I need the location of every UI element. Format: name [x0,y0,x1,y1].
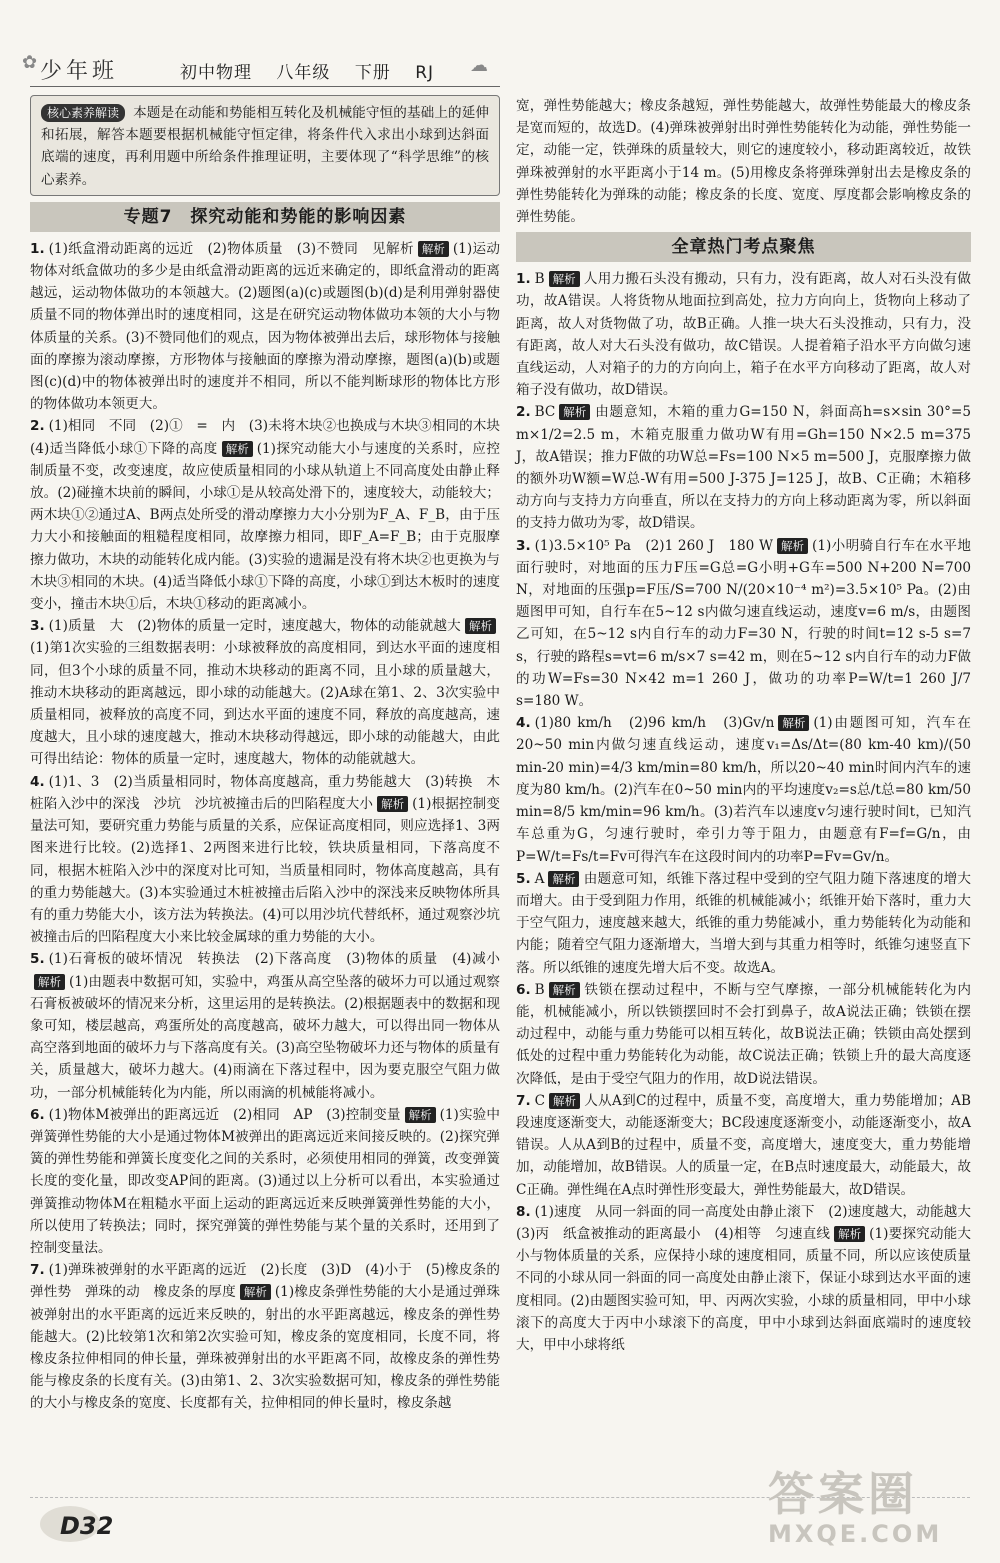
analysis-text: 由题意可知，纸锥下落过程中受到的空气阻力随下落速度的增大而增大。由于受到阻力作用，纸锥的机械能减小；纸锥开始下落时，重力大于空气阻力，速度越来越大，纸锥的重力势能减小，重力势能转化为动能和内能；随着空气阻力逐渐增大，当增大到与其重力相等时，纸锥匀速竖直下落。所以纸锥的速度先增大后不变。故选A。 [516,870,971,976]
left-column [30,95,514,1415]
analysis-badge: 解析 [405,1107,436,1123]
answer-item [516,1090,971,1201]
answer-number: 7. [30,1262,45,1279]
answer-text: (1)3.5×10⁵ Pa (2)1 260 J 180 W [534,537,774,554]
answer-item [30,415,514,615]
continued-answer-text: 宽，弹性势能越大；橡皮条越短，弹性势能越大，故弹性势能最大的橡皮条是宽而短的，故选D。(4)弹珠被弹射出时弹性势能转化为动能，弹性势能一定，动能一定，铁弹珠的质量较大，则它的速度较小，移动距离较近，故铁弹珠被弹射的水平距离小于14 m。(5)用橡皮条将弹珠弹射出去是橡皮条的弹性势能转化为弹珠的动能；橡皮条的长度、宽度、厚度都会影响橡皮条的弹性势能。 [516,98,971,226]
core-literacy-box [30,95,500,196]
analysis-text: 人用力搬石头没有搬动，只有力，没有距离，故人对石头没有做功，故A错误。人将货物从地面拉到高处，拉力方向向上，货物向上移动了距离，故人对货物做了功，故B正确。人推一块大石头没推动，只有力，没有距离，故人对大石头没有做功，故C错误。人提着箱子沿水平方向做匀速直线运动，人对箱子的力的方向向上，箱子在水平方向移动了距离，故人对箱子没有做功，故D错误。 [516,271,971,399]
answer-number: 2. [516,404,531,421]
analysis-badge: 解析 [834,1226,865,1242]
decorative-ghost-icon: ☁ [470,55,488,76]
analysis-text: (1)根据控制变量法可知，要研究重力势能与质量的关系，应保证高度相同，则应选择1、3两图来进行比较。(2)选择1、2两图来进行比较，铁块质量相同，下落高度不同，根据木桩陷入沙中的深度对比可知，当质量相同时，物体高度越高，具有的重力势能越大。(3)本实验通过木桩被撞击后陷入沙中的深浅来反映物体所具有的重力势能大小，该方法为转换法。(4)可以用沙坑代替纸杯，通过观察沙坑被撞击后的凹陷程度大小来比较金属球的重力势能的大小。 [30,795,501,946]
answer-text: B [534,981,545,998]
analysis-badge: 解析 [418,241,449,257]
answer-text: BC [534,404,556,421]
analysis-text: (1)小明骑自行车在水平地面行驶时，对地面的压力F压=G总=G小明+G车=500 N+200 N=700 N，对地面的压强p=F压/S=700 N/(20×10⁻⁴ m²)=3.5×10⁵ Pa。(2)由题图甲可知，自行车在5~12 s内做匀速直线运动，速度v=6 m/s，由题图乙可知，在5~12 s内自行车的动力F=30 N，行驶的时间t=12 s-5 s=7 s，行驶的路程s=vt=6 m/s×7 s=42 m，则在5~12 s内自行车的动力F做的功W=Fs=30 N×42 m=1 260 J，做功的功率P=W/t=1 260 J/7 s=180 W。 [516,537,972,710]
watermark-line2: MXQE.COM [768,1520,943,1548]
answer-text: A [534,870,545,887]
page-number: D32 [60,1512,114,1540]
book-info [180,58,452,83]
answer-item [516,401,971,534]
answer-item [516,268,971,401]
core-literacy-text: 本题是在动能和势能相互转化及机械能守恒的基础上的延伸和拓展，解答本题要根据机械能守恒定律，将条件代入求出小球到达斜面底端的速度，再利用题中所给条件推理证明，主要体现了“科学思维”的核心素养。 [41,105,489,188]
answer-item [30,615,500,770]
left-answer-list [30,238,514,1415]
answer-number: 1. [30,240,45,257]
answer-item [516,979,971,1090]
answer-text: C [534,1092,546,1109]
term-label: 下册 [354,63,391,83]
answer-text: (1)物体M被弹出的距离远近 (2)相同 AP (3)控制变量 [48,1106,401,1123]
analysis-text: (1)运动物体对纸盒做功的多少是由纸盒滑动距离的远近来确定的，即纸盒滑动的距离越远，运动物体做功的本领越大。(2)题图(a)(c)或题图(b)(d)是利用弹射器使质量不同的物体弹出时的速度相同，这是在研究运动物体做功本领的大小与物体质量的关系。(3)不赞同他们的观点，因为物体被弹出去后，球形物体与接触面的摩擦为滚动摩擦，方形物体与接触面的摩擦为滑动摩擦，题图(a)(b)或题图(c)(d)中的物体被弹出时的速度并不相同，所以不能判断球形的物体比方形的物体做功本领更大。 [30,240,500,413]
analysis-text: (1)探究动能大小与速度的关系时，应控制质量不变，改变速度，故应使质量相同的小球从轨道上不同高度处由静止释放。(2)碰撞木块前的瞬间，小球①是从较高处滑下的，速度较大，动能较大；两木块①②通过A、B两点处所受的滑动摩擦力大小分别为F_A、F_B，由于压力大小和接触面的粗糙程度相同，故摩擦力相同，即F_A=F_B；由于克服摩擦力做功，木块的动能转化成内能。(3)实验的遗漏是没有将木块②也更换为与木块③相同的木块。(4)适当降低小球①下降的高度，小球①到达木板时的速度变小，撞击木块①后，木块①移动的距离减小。 [30,440,500,613]
answer-text: (1)相同 不同 (2)① = 内 (3)未将木块②也换成与木块③相同的木块 (4)适当降低小球①下降的高度 [30,418,514,457]
grade-label: 八年级 [276,63,331,83]
answer-item [30,771,500,949]
edition-label: RJ [415,63,435,83]
answer-number: 6. [516,981,531,998]
watermark-line1: 答案圈 [768,1467,918,1521]
answer-item [30,1259,500,1414]
decorative-sketch-icon: ✿ [22,52,38,73]
answer-number: 2. [30,418,45,435]
analysis-badge: 解析 [377,796,408,812]
analysis-text: (1)第1次实验的三组数据表明：小球被释放的高度相同，到达水平面的速度相同，但3个小球的质量不同，推动木块移动的距离不同，且小球的质量越大，推动木块移动的距离越远，即小球的动能越大。(2)A球在第1、2、3次实验中质量相同，被释放的高度不同，到达水平面的速度不同，释放的高度越高，速度越大，且小球的速度越大，推动木块移动得越远，即小球的动能越大，由此可得出结论：物体的质量一定时，速度越大，物体的动能就越大。 [30,640,500,768]
brand-logo: 少年班 [40,59,119,84]
answer-text: (1)80 km/h (2)96 km/h (3)Gv/n [534,715,775,732]
answer-text: (1)质量 大 (2)物体的质量一定时，速度越大，物体的动能就越大 [48,618,461,635]
right-column [516,95,985,1356]
analysis-badge: 解析 [777,538,808,554]
analysis-badge: 解析 [240,1284,271,1300]
analysis-badge: 解析 [778,715,809,731]
analysis-text: (1)要探究动能大小与物体质量的关系，应保持小球的速度相同，质量不同，所以应该使质量不同的小球从同一斜面的同一高度处由静止滚下，保证小球到达水平面的速度相同。(2)由题图实验可知，甲、丙两次实验，小球的质量相同，甲中小球滚下的高度大于丙中小球滚下的高度，甲中小球到达斜面底端时的速度较大，甲中小球将纸 [516,1225,971,1353]
answer-number: 5. [30,951,45,968]
answer-number: 5. [516,870,531,887]
analysis-text: 人从A到C的过程中，质量不变，高度增大，重力势能增加；AB段速度逐渐变大，动能逐渐变大；BC段速度逐渐变小，动能逐渐变小，故A错误。人从A到B的过程中，质量不变，高度增大，速度变大，重力势能增加，动能增加，故B错误。人的质量一定，在B点时速度最大，动能最大，故C正确。弹性绳在A点时弹性形变最大，弹性势能最大，故D错误。 [516,1092,971,1198]
answer-number: 3. [30,618,45,635]
answer-number: 4. [30,773,45,790]
analysis-text: (1)橡皮条弹性势能的大小是通过弹珠被弹射出的水平距离的远近来反映的，射出的水平距离越远，橡皮条的弹性势能越大。(2)比较第1次和第2次实验可知，橡皮条的宽度相同，长度不同，将橡皮条拉伸相同的伸长量，弹珠被弹射出的水平距离不同，故橡皮条的弹性势能与橡皮条的长度有关。(3)由第1、2、3次实验数据可知，橡皮条的弹性势能的大小与橡皮条的宽度、长度都有关，拉伸相同的伸长量时，橡皮条越 [30,1284,500,1412]
answer-number: 3. [516,537,531,554]
right-answer-list [516,268,985,1356]
analysis-badge: 解析 [465,618,496,634]
analysis-badge: 解析 [559,404,590,420]
watermark [768,1468,978,1558]
answer-text: (1)纸盒滑动距离的远近 (2)物体质量 (3)不赞同 见解析 [48,240,414,257]
answer-text: (1)1、3 (2)当质量相同时，物体高度越高，重力势能越大 (3)转换 木桩陷入沙中的深浅 沙坑 沙坑被撞击后的凹陷程度大小 [30,773,500,812]
answer-text: (1)弹珠被弹射的水平距离的远近 (2)长度 (3)D (4)小于 (5)橡皮条的弹性势 弹珠的动 橡皮条的厚度 [30,1262,500,1301]
answer-number: 7. [516,1092,531,1109]
answer-number: 6. [30,1106,45,1123]
answer-text: (1)速度 从同一斜面的同一高度处由静止滚下 (2)速度越大，动能越大 (3)丙 纸盒被推动的距离最小 (4)相等 匀速直线 [516,1203,985,1242]
answer-number: 4. [516,715,531,732]
answer-item [30,238,500,416]
answer-number: 8. [516,1203,531,1220]
analysis-text: 铁锁在摆动过程中，不断与空气摩擦，一部分机械能转化为内能，机械能减小，所以铁锁摆回时不会打到鼻子，故A说法正确；铁锁在摆动过程中，动能与重力势能可以相互转化，故B说法正确；铁锁由高处摆到低处的过程中重力势能转化为动能，故C说法正确；铁锁上升的最大高度逐次降低，是由于受空气阻力的作用，故D说法错误。 [516,981,971,1087]
answer-item [30,1104,500,1259]
answer-number: 1. [516,271,531,288]
analysis-badge: 解析 [222,441,253,457]
answer-text: (1)石膏板的破坏情况 转换法 (2)下落高度 (3)物体的质量 (4)减小 [48,951,500,968]
answer-item [30,948,500,1103]
section-title-hot-topics: 全章热门考点聚焦 [516,232,971,262]
analysis-text: (1)由题表中数据可知，实验中，鸡蛋从高空坠落的破坏力可以通过观察石膏板被破坏的情况来分析，这里运用的是转换法。(2)根据题表中的数据和现象可知，楼层越高，鸡蛋所处的高度越高，破坏力越大，可以得出同一物体从高空落到地面的破坏力与下落高度有关。(3)高空坠物破坏力还与物体的质量有关，质量越大，破坏力越大。(4)雨滴在下落过程中，因为要克服空气阻力做功，一部分机械能转化为内能，所以雨滴的机械能将减小。 [30,973,500,1101]
answer-item [516,1201,985,1356]
header-rule [30,86,500,87]
section-title-topic7: 专题7 探究动能和势能的影响因素 [30,202,500,232]
analysis-text: (1)实验中弹簧弹性势能的大小是通过物体M被弹出的距离远近来间接反映的。(2)探究弹簧的弹性势能和弹簧长度变化之间的关系时，必须使用相同的弹簧，改变弹簧长度的变化量，即改变AP间的距离。(3)通过以上分析可以看出，本实验通过弹簧推动物体M在粗糙水平面上运动的距离远近来反映弹簧弹性势能的大小，所以使用了转换法；同时，探究弹簧的弹性势能与某个量的关系时，还用到了控制变量法。 [30,1106,500,1256]
page-header [30,48,500,88]
analysis-badge: 解析 [34,974,65,990]
core-literacy-badge: 核心素养解读 [41,104,125,122]
answer-item [516,868,971,979]
analysis-text: (1)由题图可知，汽车在20~50 min内做匀速直线运动，速度v₁=Δs/Δt=(80 km-40 km)/(50 min-20 min)=4/3 km/min=80 km/h，所以20~40 min时间内汽车的速度为80 km/h。(2)汽车在0~50 min内的平均速度v₂=s总/t总=80 km/50 min=8/5 km/min=96 km/h。(3)若汽车以速度v匀速行驶时间t，已知汽车总重为G，匀速行驶时，牵引力等于阻力，由题意有F=f=G/n，由P=W/t=Fs/t=Fv可得汽车在这段时间内的功率P=Fv=Gv/n。 [516,715,971,865]
analysis-badge: 解析 [549,1093,580,1109]
answer-text: B [534,271,545,288]
analysis-text: 由题意知，木箱的重力G=150 N，斜面高h=s×sin 30°=5 m×1/2=2.5 m，木箱克服重力做功W有用=Gh=150 N×2.5 m=375 J，故A错误；推力F做的功W总=Fs=100 N×5 m=500 J，克服摩擦力做的额外功W额=W总-W有用=500 J-375 J=125 J，故B、C正确；木箱移动方向与支持力方向垂直，所以在支持力的方向上移动距离为零，所以斜面的支持力做功为零，故D错误。 [516,404,971,532]
analysis-badge: 解析 [548,871,579,887]
analysis-badge: 解析 [549,271,580,287]
answer-item [516,712,971,867]
answer-item [516,535,971,713]
analysis-badge: 解析 [549,982,580,998]
subject-label: 初中物理 [180,63,252,83]
